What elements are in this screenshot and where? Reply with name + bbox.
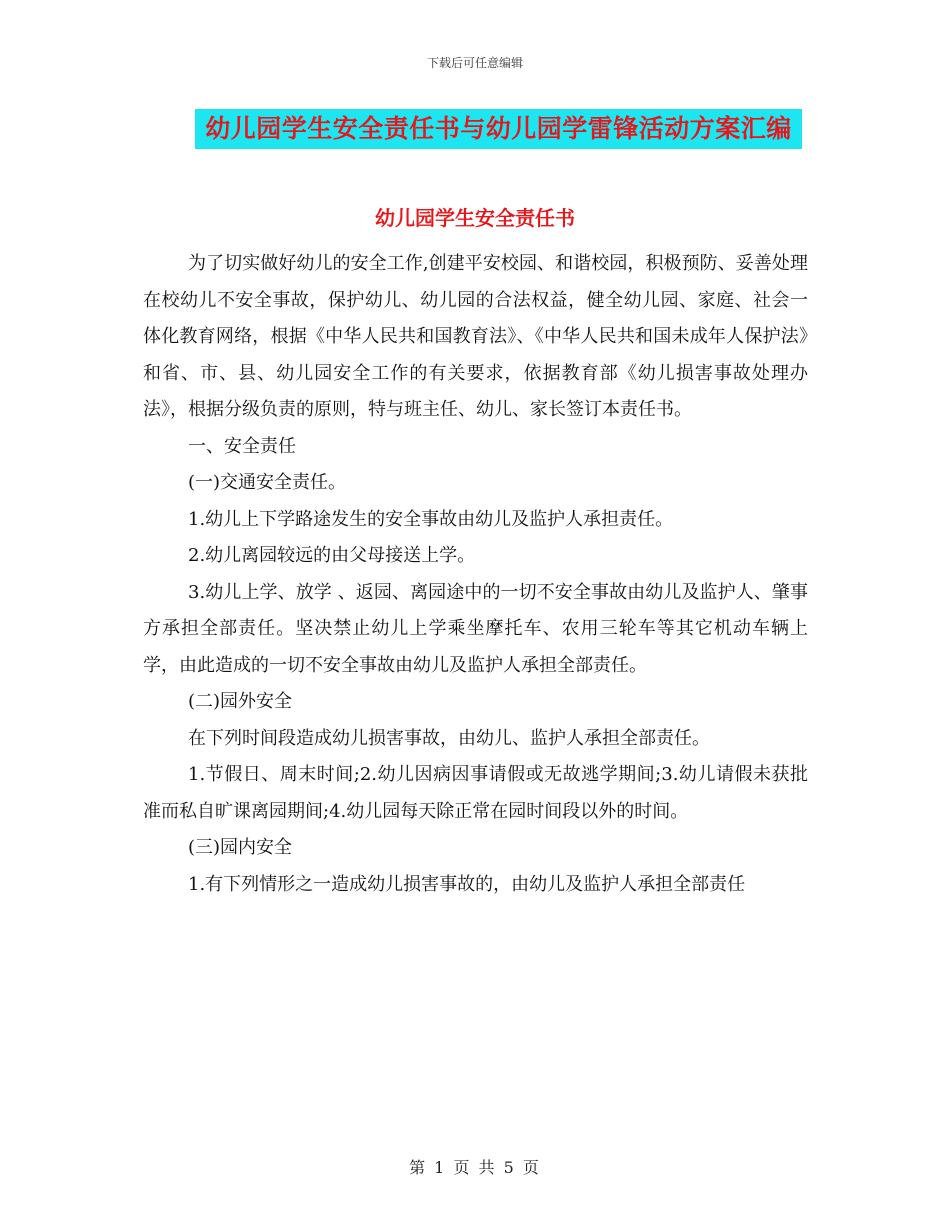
paragraph-item: 1.有下列情形之一造成幼儿损害事故的，由幼儿及监护人承担全部责任 (188, 873, 746, 895)
paragraph-traffic-safety: (一)交通安全责任。 (188, 472, 347, 493)
paragraph-item: 3.幼儿上学、放学 、返园、离园途中的一切不安全事故由幼儿及监护人、肇事方承担全部责任。坚决禁止幼儿上学乘坐摩托车、农用三轮车等其它机动车辆上学，由此造成的一切不安全事故由幼儿及监护人承担全部责任。 (143, 581, 808, 676)
paragraph-item: 在下列时间段造成幼儿损害事故，由幼儿、监护人承担全部责任。 (188, 727, 710, 749)
page-header-note: 下载后可任意编辑 (426, 56, 523, 70)
paragraph-heading-safety: 一、安全责任 (188, 435, 296, 457)
paragraph-intro: 为了切实做好幼儿的安全工作,创建平安校园、和谐校园，积极预防、妥善处理在校幼儿不安全事故，保护幼儿、幼儿园的合法权益，健全幼儿园、家庭、社会一体化教育网络，根据《中华人民共和国教育法》、《中华人民共和国未成年人保护法》和省、市、县、幼儿园安全工作的有关要求，依据教育部《幼儿损害事故处理办法》，根据分级负责的原则，特与班主任、幼儿、家长签订本责任书。 (143, 253, 808, 420)
paragraph-item: 2.幼儿离园较远的由父母接送上学。 (188, 545, 476, 566)
paragraph-item: 1.幼儿上下学路途发生的安全事故由幼儿及监护人承担责任。 (188, 508, 674, 530)
document-title: 幼儿园学生安全责任书与幼儿园学雷锋活动方案汇编 (195, 109, 802, 149)
section-title: 幼儿园学生安全责任书 (375, 206, 575, 230)
document-body (143, 246, 808, 903)
paragraph-inside-safety: (三)园内安全 (188, 837, 293, 858)
page-number: 第 1 页 共 5 页 (409, 1158, 541, 1177)
paragraph-item: 1.节假日、周末时间;2.幼儿因病因事请假或无故逃学期间;3.幼儿请假未获批准而私自旷课离园期间;4.幼儿园每天除正常在园时间段以外的时间。 (143, 764, 808, 822)
paragraph-outside-safety: (二)园外安全 (188, 691, 293, 712)
